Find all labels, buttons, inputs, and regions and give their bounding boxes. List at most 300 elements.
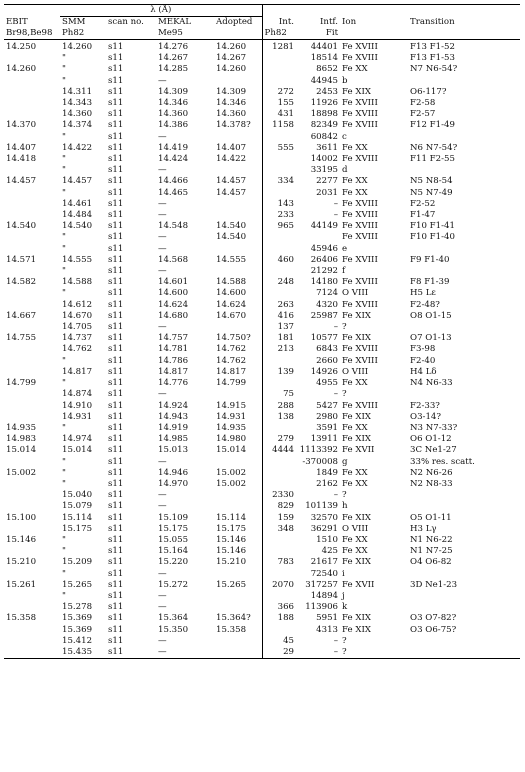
- cell-intf: 4320: [316, 299, 339, 310]
- cell-ebit: [4, 524, 60, 535]
- table-row: [4, 434, 520, 445]
- cell-intf: 21292: [310, 266, 339, 277]
- cell-smm: ": [62, 288, 66, 299]
- cell-ion: Fe XIX: [342, 434, 371, 445]
- cell-smm: ": [62, 546, 66, 557]
- cell-ebit: [4, 389, 60, 400]
- cell-adopted: 15.146: [216, 546, 247, 557]
- cell-ebit: 14.983: [6, 434, 37, 445]
- table-row: [4, 255, 520, 266]
- cell-scan: s11: [108, 366, 124, 377]
- cell-mekal: 14.786: [158, 355, 189, 366]
- cell-ebit: [4, 625, 60, 636]
- cell-adopted: 14.346: [216, 98, 247, 109]
- cell-ion: Fe XIX: [342, 411, 371, 422]
- cell-smm: 14.555: [62, 254, 93, 265]
- cell-ebit: [4, 98, 60, 109]
- cell-int: [262, 535, 296, 546]
- cell-transition: F10 F1-41: [410, 221, 455, 232]
- table-row: [4, 457, 520, 468]
- cell-smm: ": [62, 187, 66, 198]
- cell-ion: f: [342, 266, 346, 277]
- cell-adopted: 14.309: [216, 86, 247, 97]
- cell-ebit: 14.571: [6, 254, 37, 265]
- cell-transition: F2-52: [410, 198, 436, 209]
- cell-intf: 14180: [310, 277, 339, 288]
- cell-adopted: 14.817: [216, 366, 247, 377]
- table-row: [4, 311, 520, 322]
- cell-intf: 425: [321, 546, 339, 557]
- cell-smm: 15.079: [62, 501, 93, 512]
- cell-adopted: 14.260: [216, 64, 247, 75]
- cell-adopted: 14.799: [216, 378, 247, 389]
- cell-adopted: 14.457: [216, 176, 247, 187]
- cell-transition: N6 N7-54?: [410, 142, 458, 153]
- cell-smm: 15.014: [62, 445, 93, 456]
- cell-int: [262, 591, 296, 602]
- cell-smm: ": [62, 131, 66, 142]
- cell-scan: s11: [108, 64, 124, 75]
- cell-mekal: 14.624: [158, 299, 189, 310]
- cell-ebit: [4, 165, 60, 176]
- cell-smm: 14.737: [62, 333, 93, 344]
- table-row: [4, 53, 520, 64]
- cell-int: 29: [262, 647, 296, 659]
- cell-int: [262, 154, 296, 165]
- cell-int: 138: [262, 412, 296, 423]
- cell-mekal: 14.757: [158, 333, 189, 344]
- cell-int: 4444: [262, 445, 296, 456]
- cell-int: [262, 244, 296, 255]
- cell-ebit: 14.407: [6, 142, 37, 153]
- cell-intf: 44149: [310, 221, 339, 232]
- cell-int: [262, 53, 296, 64]
- cell-adopted: 14.600: [216, 288, 247, 299]
- cell-transition: N1 N7-25: [410, 546, 453, 557]
- table-body: [4, 40, 520, 659]
- cell-intf: 8652: [316, 64, 339, 75]
- cell-int: 460: [262, 255, 296, 266]
- cell-transition: F9 F1-40: [410, 254, 450, 265]
- table-row: [4, 591, 520, 602]
- cell-intf: 1510: [316, 534, 339, 545]
- cell-adopted: 14.670: [216, 310, 247, 321]
- cell-ebit: 14.457: [6, 176, 37, 187]
- cell-intf: –: [333, 635, 339, 646]
- cell-ebit: 14.540: [6, 221, 37, 232]
- cell-intf: 18898: [310, 109, 339, 120]
- table-row: [4, 333, 520, 344]
- cell-int: 213: [262, 344, 296, 355]
- cell-transition: [408, 76, 520, 87]
- header-transition: Transition: [410, 16, 455, 27]
- header-adopted: Adopted: [216, 17, 253, 27]
- cell-intf: 7124: [316, 288, 339, 299]
- cell-ebit: 14.755: [6, 333, 37, 344]
- cell-transition: H5 Lε: [410, 288, 436, 299]
- cell-mekal: 14.919: [158, 422, 189, 433]
- cell-scan: s11: [108, 467, 124, 478]
- cell-intf: 2453: [316, 86, 339, 97]
- cell-ion: ?: [342, 635, 347, 646]
- cell-adopted: 15.265: [216, 579, 247, 590]
- cell-mekal: 14.346: [158, 98, 189, 109]
- cell-mekal: 14.970: [158, 478, 189, 489]
- cell-ion: ?: [342, 389, 347, 400]
- table-row: [4, 636, 520, 647]
- cell-mekal: —: [158, 266, 167, 277]
- cell-int: [262, 468, 296, 479]
- cell-intf: 4955: [316, 378, 339, 389]
- cell-scan: s11: [108, 254, 124, 265]
- cell-intf: 44945: [310, 75, 339, 86]
- cell-adopted: [214, 132, 262, 143]
- cell-mekal: —: [158, 456, 167, 467]
- cell-int: [262, 232, 296, 243]
- cell-adopted: 14.378?: [216, 120, 251, 131]
- cell-ebit: 14.799: [6, 378, 37, 389]
- cell-int: [262, 356, 296, 367]
- cell-int: [262, 546, 296, 557]
- cell-int: [262, 64, 296, 75]
- cell-smm: ": [62, 75, 66, 86]
- table-row: [4, 468, 520, 479]
- cell-mekal: 15.055: [158, 534, 189, 545]
- cell-intf: 11926: [310, 98, 339, 109]
- cell-adopted: [214, 210, 262, 221]
- cell-ion: Fe XX: [342, 534, 368, 545]
- cell-smm: 14.817: [62, 366, 93, 377]
- cell-intf: 44401: [310, 42, 339, 52]
- cell-mekal: —: [158, 389, 167, 400]
- cell-ion: g: [342, 456, 348, 467]
- cell-int: 2330: [262, 490, 296, 501]
- cell-scan: s11: [108, 131, 124, 142]
- cell-ion: Fe XVIII: [342, 355, 378, 366]
- cell-smm: ": [62, 590, 66, 601]
- cell-intf: 1113392: [299, 445, 339, 456]
- cell-ion: Fe XVIII: [342, 299, 378, 310]
- cell-intf: 2660: [316, 355, 339, 366]
- cell-mekal: 14.817: [158, 366, 189, 377]
- cell-int: 965: [262, 221, 296, 232]
- cell-mekal: 14.943: [158, 411, 189, 422]
- table-row: [4, 188, 520, 199]
- cell-scan: s11: [108, 299, 124, 310]
- cell-ion: Fe XIX: [342, 512, 371, 523]
- cell-ebit: 15.014: [6, 445, 37, 456]
- cell-ebit: [4, 412, 60, 423]
- cell-adopted: [214, 199, 262, 210]
- cell-ebit: 14.582: [6, 277, 37, 288]
- cell-ebit: [4, 457, 60, 468]
- cell-ebit: 15.002: [6, 467, 37, 478]
- cell-transition: N5 N8-54: [410, 176, 453, 187]
- cell-scan: s11: [108, 344, 124, 355]
- cell-ion: Fe XVIII: [342, 198, 378, 209]
- cell-smm: 14.974: [62, 434, 93, 445]
- cell-ion: e: [342, 243, 348, 254]
- cell-int: 155: [262, 98, 296, 109]
- cell-int: 555: [262, 143, 296, 154]
- cell-ion: O VIII: [342, 288, 369, 299]
- cell-adopted: 14.980: [216, 434, 247, 445]
- cell-adopted: 15.002: [216, 478, 247, 489]
- cell-mekal: —: [158, 210, 167, 221]
- cell-mekal: 15.013: [158, 445, 189, 456]
- cell-int: 137: [262, 322, 296, 333]
- cell-scan: s11: [108, 613, 124, 624]
- cell-smm: 14.461: [62, 198, 93, 209]
- header-lambda-row: [4, 5, 520, 17]
- cell-adopted: 14.555: [216, 254, 247, 265]
- cell-transition: F2-48?: [410, 299, 440, 310]
- cell-smm: 14.422: [62, 142, 93, 153]
- cell-transition: F10 F1-40: [410, 232, 455, 243]
- cell-smm: 15.209: [62, 557, 93, 568]
- cell-smm: ": [62, 534, 66, 545]
- cell-mekal: —: [156, 647, 214, 659]
- cell-adopted: 14.457: [216, 187, 247, 198]
- cell-ebit: [4, 300, 60, 311]
- cell-transition: F2-58: [410, 98, 436, 109]
- cell-ebit: [4, 344, 60, 355]
- cell-transition: [408, 165, 520, 176]
- cell-ion: Fe XX: [342, 142, 368, 153]
- cell-adopted: 15.114: [216, 512, 247, 523]
- cell-adopted: [214, 165, 262, 176]
- cell-smm: ": [62, 232, 66, 243]
- cell-mekal: 14.601: [158, 277, 189, 288]
- cell-int: [262, 76, 296, 87]
- header-mekal-ref: Me95: [156, 28, 214, 40]
- cell-scan: s11: [108, 142, 124, 153]
- cell-ebit: [4, 569, 60, 580]
- cell-scan: s11: [108, 266, 124, 277]
- lambda-label: λ (Å): [60, 5, 262, 17]
- cell-scan: s11: [108, 378, 124, 389]
- table-row: [4, 277, 520, 288]
- table-row: [4, 569, 520, 580]
- cell-adopted: [214, 490, 262, 501]
- header-ebit-ref: Br98,Be98: [4, 28, 60, 40]
- cell-scan: s11: [108, 389, 124, 400]
- cell-scan: s11: [108, 187, 124, 198]
- cell-ebit: [4, 87, 60, 98]
- table-row: [4, 244, 520, 255]
- cell-scan: s11: [108, 624, 124, 635]
- cell-mekal: —: [158, 131, 167, 142]
- cell-mekal: —: [158, 590, 167, 601]
- cell-smm: ": [62, 355, 66, 366]
- cell-mekal: 15.109: [158, 512, 189, 523]
- cell-transition: N1 N6-22: [410, 534, 453, 545]
- cell-transition: O4 O6-82: [410, 557, 452, 568]
- cell-mekal: 14.419: [158, 142, 189, 153]
- cell-ebit: [4, 322, 60, 333]
- cell-transition: F11 F2-55: [410, 154, 455, 165]
- cell-scan: s11: [108, 501, 124, 512]
- cell-mekal: 15.164: [158, 546, 189, 557]
- header-int: Int.: [262, 17, 296, 29]
- cell-ebit: 15.210: [6, 557, 37, 568]
- cell-adopted: 15.210: [216, 557, 247, 568]
- header-row-2: [4, 28, 520, 40]
- cell-intf: –: [333, 490, 339, 501]
- table-row: [4, 87, 520, 98]
- cell-smm: 14.457: [62, 176, 93, 187]
- cell-intf: 21617: [310, 557, 339, 568]
- table-row: [4, 401, 520, 412]
- cell-smm: 15.369: [62, 624, 93, 635]
- cell-ion: Fe XX: [342, 64, 368, 75]
- table-row: [4, 176, 520, 187]
- cell-ebit: 14.250: [6, 42, 37, 52]
- cell-adopted: 14.762: [216, 344, 247, 355]
- cell-adopted: 14.540: [216, 221, 247, 232]
- cell-int: 248: [262, 277, 296, 288]
- cell-ion: Fe XX: [342, 378, 368, 389]
- cell-scan: s11: [108, 546, 124, 557]
- cell-transition: O3 O7-82?: [410, 613, 457, 624]
- cell-scan: s11: [108, 512, 124, 523]
- cell-smm: 14.360: [62, 109, 93, 120]
- table-container: [4, 4, 520, 659]
- cell-ebit: 15.146: [6, 534, 37, 545]
- cell-int: 272: [262, 87, 296, 98]
- cell-scan: s11: [108, 243, 124, 254]
- cell-scan: s11: [108, 490, 124, 501]
- cell-intf: 60842: [310, 131, 339, 142]
- table-row: [4, 98, 520, 109]
- cell-scan: s11: [108, 98, 124, 109]
- cell-smm: 14.311: [62, 86, 93, 97]
- cell-adopted: 14.360: [216, 109, 247, 120]
- cell-scan: s11: [108, 523, 124, 534]
- cell-smm: ": [62, 165, 66, 176]
- cell-int: 263: [262, 300, 296, 311]
- cell-ebit: [4, 591, 60, 602]
- cell-ebit: 14.260: [6, 64, 37, 75]
- cell-smm: 15.265: [62, 579, 93, 590]
- cell-transition: O3-14?: [410, 411, 441, 422]
- cell-adopted: [214, 457, 262, 468]
- table-row: [4, 367, 520, 378]
- cell-mekal: 14.309: [158, 86, 189, 97]
- cell-ion: Fe XVIII: [342, 254, 378, 265]
- cell-smm: 14.762: [62, 344, 93, 355]
- cell-ion: Fe XVIII: [342, 221, 378, 232]
- cell-mekal: —: [158, 243, 167, 254]
- cell-int: [262, 188, 296, 199]
- cell-mekal: —: [158, 501, 167, 512]
- cell-mekal: —: [158, 165, 167, 176]
- cell-adopted: 14.762: [216, 355, 247, 366]
- cell-ion: Fe XVIII: [342, 210, 378, 221]
- cell-int: [262, 423, 296, 434]
- cell-int: 143: [262, 199, 296, 210]
- table-row: [4, 501, 520, 512]
- cell-ebit: 14.667: [6, 310, 37, 321]
- cell-int: [262, 457, 296, 468]
- cell-mekal: —: [158, 568, 167, 579]
- cell-ebit: 14.418: [6, 154, 37, 165]
- table-row: [4, 412, 520, 423]
- cell-smm: ": [62, 456, 66, 467]
- table-row: [4, 300, 520, 311]
- cell-smm: 14.343: [62, 98, 93, 109]
- cell-intf: 2162: [316, 478, 339, 489]
- cell-intf: –: [333, 389, 339, 400]
- cell-transition: [408, 389, 520, 400]
- cell-transition: O7 O1-13: [410, 333, 452, 344]
- table-row: [4, 221, 520, 232]
- cell-intf: 72540: [310, 568, 339, 579]
- cell-adopted: 15.002: [216, 467, 247, 478]
- cell-smm: 15.412: [62, 635, 93, 646]
- table-row: [4, 356, 520, 367]
- cell-smm: ": [62, 422, 66, 433]
- cell-transition: F1-47: [410, 210, 436, 221]
- cell-mekal: 15.364: [158, 613, 189, 624]
- cell-ebit: [4, 244, 60, 255]
- table-row: [4, 546, 520, 557]
- cell-transition: [408, 132, 520, 143]
- table-row: [4, 647, 520, 659]
- cell-intf: 317257: [305, 579, 339, 590]
- cell-smm: 15.114: [62, 512, 93, 523]
- cell-transition: [408, 322, 520, 333]
- table-row: [4, 423, 520, 434]
- cell-ebit: [4, 266, 60, 277]
- cell-ion: Fe XIX: [342, 557, 371, 568]
- table-row: [4, 557, 520, 568]
- cell-transition: N4 N6-33: [410, 378, 453, 389]
- cell-mekal: —: [158, 232, 167, 243]
- cell-intf: 3611: [316, 142, 339, 153]
- cell-smm: 14.931: [62, 411, 93, 422]
- cell-ion: Fe XVIII: [342, 98, 378, 109]
- cell-ion: c: [342, 131, 347, 142]
- cell-ebit: [4, 479, 60, 490]
- cell-transition: [408, 244, 520, 255]
- cell-int: 431: [262, 109, 296, 120]
- cell-intf: 36291: [310, 523, 339, 534]
- table-row: [4, 64, 520, 75]
- cell-int: 181: [262, 333, 296, 344]
- cell-int: 783: [262, 557, 296, 568]
- cell-scan: s11: [108, 557, 124, 568]
- cell-mekal: 14.386: [158, 120, 189, 131]
- cell-intf: 113906: [305, 602, 339, 613]
- cell-scan: s11: [108, 86, 124, 97]
- cell-int: [262, 479, 296, 490]
- cell-adopted: [214, 501, 262, 512]
- cell-scan: s11: [108, 478, 124, 489]
- cell-intf: 3591: [316, 422, 339, 433]
- header-scan: scan no.: [108, 17, 144, 27]
- table-row: [4, 613, 520, 624]
- cell-transition: O6 O1-12: [410, 434, 452, 445]
- cell-intf: [296, 232, 340, 243]
- table-row: [4, 199, 520, 210]
- cell-mekal: —: [158, 198, 167, 209]
- cell-transition: H4 Lδ: [410, 366, 437, 377]
- cell-scan: s11: [108, 411, 124, 422]
- cell-intf: 45946: [310, 243, 339, 254]
- cell-scan: s11: [108, 445, 124, 456]
- cell-intf: 26406: [310, 254, 339, 265]
